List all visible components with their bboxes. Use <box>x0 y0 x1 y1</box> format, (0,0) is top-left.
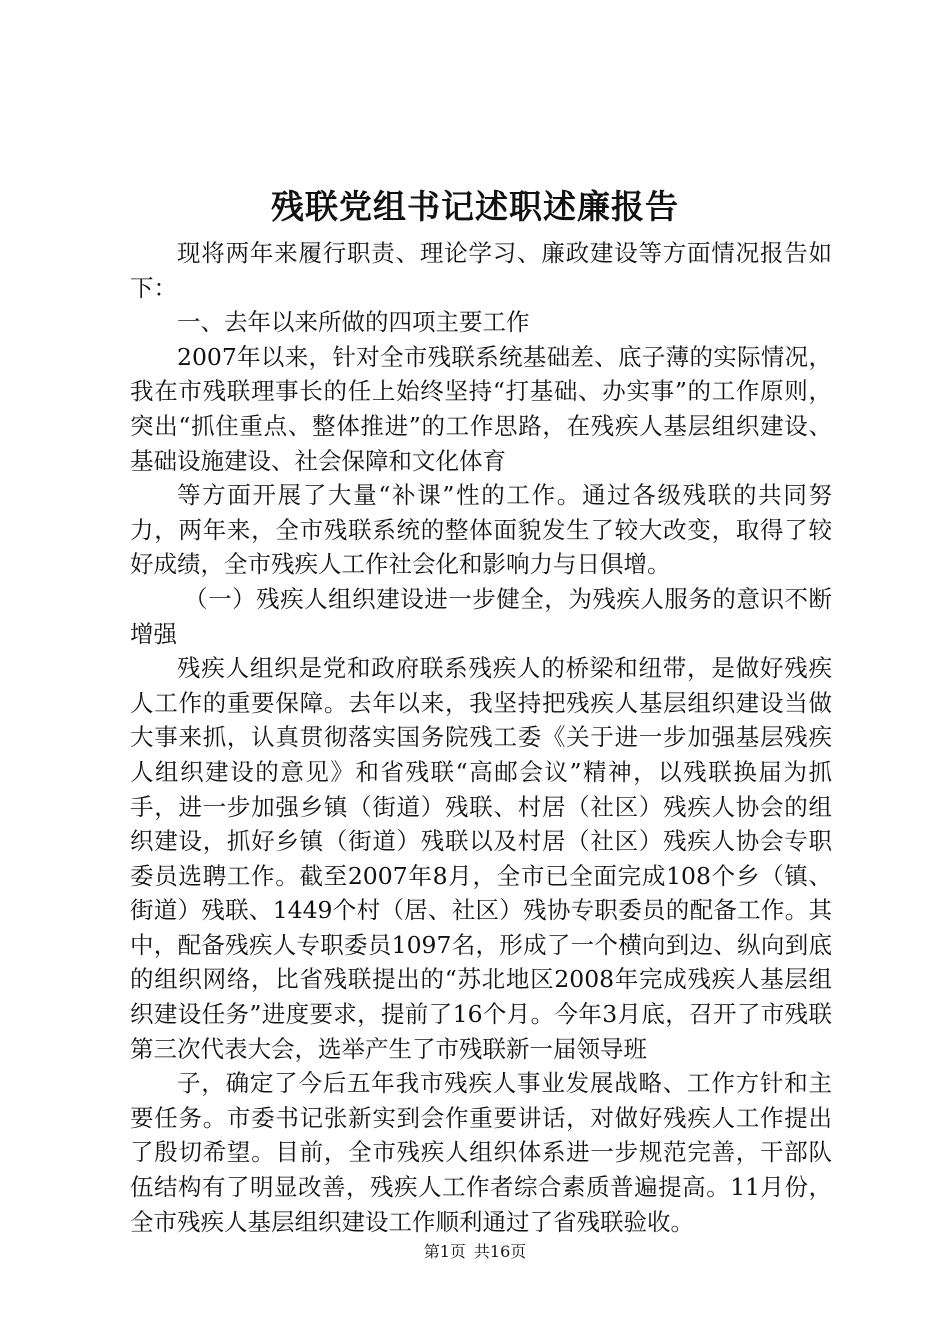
body-paragraph: 子，确定了今后五年我市残疾人事业发展战略、工作方针和主要任务。市委书记张新实到会作重要讲话，对做好残疾人工作提出了殷切希望。目前，全市残疾人组织体系进一步规范完善，干部队伍结构有了明显改善，残疾人工作者综合素质普遍提高。11月份，全市残疾人基层组织建设工作顺利通过了省残联验收。 <box>130 1069 832 1236</box>
intro-paragraph: 现将两年来履行职责、理论学习、廉政建设等方面情况报告如下： <box>130 239 832 302</box>
body-paragraph: 等方面开展了大量“补课”性的工作。通过各级残联的共同努力，两年来，全市残联系统的整体面貌发生了较大改变，取得了较好成绩，全市残疾人工作社会化和影响力与日俱增。 <box>130 481 832 579</box>
page-number: 第1页 <box>423 1242 466 1261</box>
document-title: 残联党组书记述职述廉报告 <box>271 187 679 226</box>
section-heading: 一、去年以来所做的四项主要工作 <box>177 308 530 337</box>
page-footer <box>0 1240 950 1264</box>
document-body <box>130 236 832 1239</box>
body-paragraph: 残疾人组织是党和政府联系残疾人的桥梁和纽带，是做好残疾人工作的重要保障。去年以来，我坚持把残疾人基层组织建设当做大事来抓，认真贯彻落实国务院残工委《关于进一步加强基层残疾人组织建设的意见》和省残联“高邮会议”精神，以残联换届为抓手，进一步加强乡镇（街道）残联、村居（社区）残疾人协会的组织建设，抓好乡镇（街道）残联以及村居（社区）残疾人协会专职委员选聘工作。截至2007年8月，全市已全面完成108个乡（镇、街道）残联、1449个村（居、社区）残协专职委员的配备工作。其中，配备残疾人专职委员1097名，形成了一个横向到边、纵向到底的组织网络，比省残联提出的“苏北地区2008年完成残疾人基层组织建设任务”进度要求，提前了16个月。今年3月底，召开了市残联第三次代表大会，选举产生了市残联新一届领导班 <box>130 654 832 1063</box>
page-total: 共16页 <box>473 1242 527 1261</box>
subsection-heading: （一）残疾人组织建设进一步健全，为残疾人服务的意识不断增强 <box>130 584 832 648</box>
body-paragraph: 2007年以来，针对全市残联系统基础差、底子薄的实际情况，我在市残联理事长的任上始终坚持“打基础、办实事”的工作原则，突出“抓住重点、整体推进”的工作思路，在残疾人基层组织建设、基础设施建设、社会保障和文化体育 <box>130 342 832 475</box>
